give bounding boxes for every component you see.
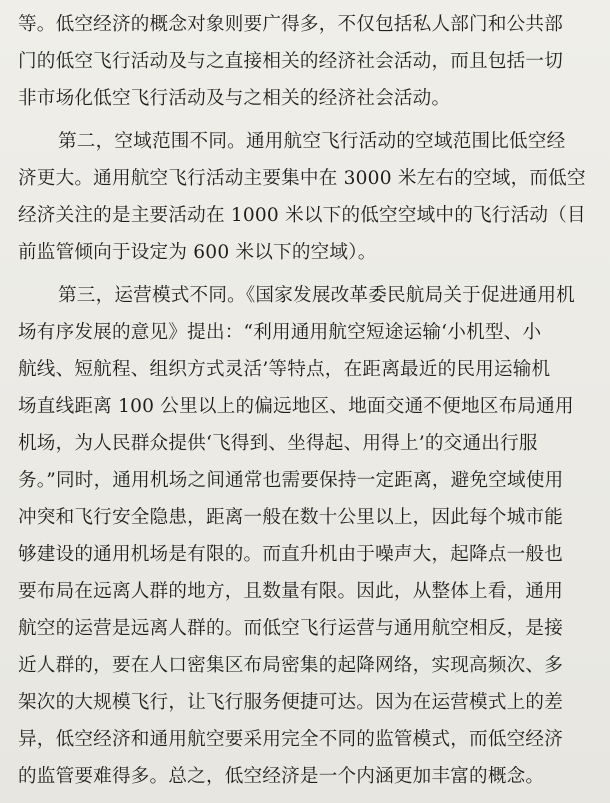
text-line: 务。”同时，通用机场之间通常也需要保持一定距离，避免空域使用 [18,470,564,491]
text-line: 门的低空飞行活动及与之直接相关的经济社会活动，而且包括一切 [18,51,564,72]
text-line: 非市场化低空飞行活动及与之相关的经济社会活动。 [18,88,451,109]
text-line: 场直线距离 100 公里以上的偏远地区、地面交通不便地区布局通用 [18,396,574,417]
text-line: 航线、短航程、组织方式灵活’等特点，在距离最近的民用运输机 [18,359,551,380]
text-line: 够建设的通用机场是有限的。而直升机由于噪声大，起降点一般也 [18,544,564,565]
text-line: 航空的运营是远离人群的。而低空飞行运营与通用航空相反，是接 [18,618,564,639]
text-line: 济更大。通用航空飞行活动主要集中在 3000 米左右的空域，而低空 [18,168,586,189]
text-line: 近人群的，要在人口密集区布局密集的起降网络，实现高频次、多 [18,655,564,676]
text-line: 前监管倾向于设定为 600 米以下的空域）。 [18,242,377,263]
text-line: 机场，为人民群众提供‘飞得到、坐得起、用得上’的交通出行服 [18,433,538,454]
text-line: 异，低空经济和通用航空要采用完全不同的监管模式，而低空经济 [18,729,564,750]
text-line: 冲突和飞行安全隐患，距离一般在数十公里以上，因此每个城市能 [18,507,564,528]
text-line: 经济关注的是主要活动在 1000 米以下的低空空域中的飞行活动（目 [18,205,586,226]
text-line: 架次的大规模飞行，让飞行服务便捷可达。因为在运营模式上的差 [18,692,564,713]
paragraph-start-line: 第二，空域范围不同。通用航空飞行活动的空域范围比低空经 [58,131,566,152]
text-line: 场有序发展的意见》提出：“利用通用航空短途运输‘小机型、小 [18,322,542,343]
body-text [18,6,598,795]
text-line: 要布局在远离人群的地方，且数量有限。因此，从整体上看，通用 [18,581,564,602]
paragraph-start-line: 第三，运营模式不同。《国家发展改革委民航局关于促进通用机 [58,285,575,306]
text-line: 等。低空经济的概念对象则要广得多，不仅包括私人部门和公共部 [18,14,564,35]
text-line: 的监管要难得多。总之，低空经济是一个内涵更加丰富的概念。 [18,766,545,787]
